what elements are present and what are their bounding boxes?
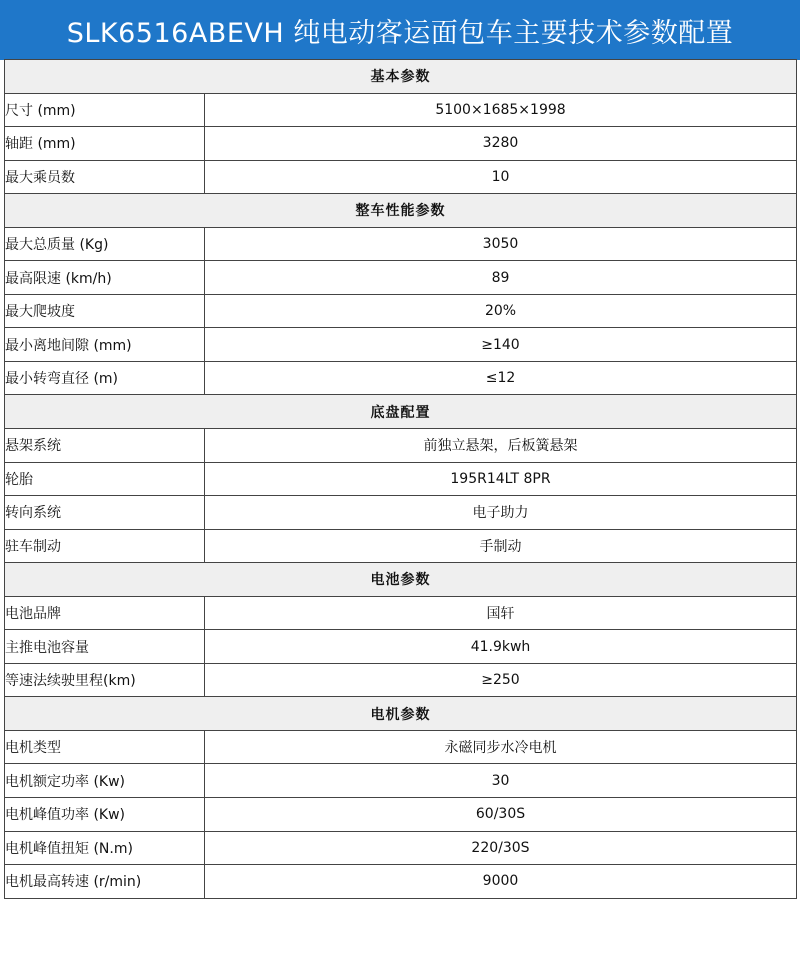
param-value: 永磁同步水冷电机 bbox=[205, 730, 797, 764]
param-label: 最小转弯直径 (m) bbox=[5, 361, 205, 395]
param-label: 尺寸 (mm) bbox=[5, 93, 205, 127]
param-label: 最高限速 (km/h) bbox=[5, 261, 205, 295]
param-label: 轴距 (mm) bbox=[5, 127, 205, 161]
table-row bbox=[5, 663, 797, 697]
param-label: 等速法续驶里程(km) bbox=[5, 663, 205, 697]
section-heading-motor: 电机参数 bbox=[5, 697, 797, 731]
section-header-row bbox=[5, 60, 797, 94]
param-label: 电机峰值扭矩 (N.m) bbox=[5, 831, 205, 865]
param-value: 国轩 bbox=[205, 596, 797, 630]
section-heading-performance: 整车性能参数 bbox=[5, 194, 797, 228]
param-value: 9000 bbox=[205, 865, 797, 899]
param-value: ≥250 bbox=[205, 663, 797, 697]
section-header-row bbox=[5, 563, 797, 597]
table-row bbox=[5, 160, 797, 194]
param-value: 220/30S bbox=[205, 831, 797, 865]
param-value: ≤12 bbox=[205, 361, 797, 395]
table-row bbox=[5, 361, 797, 395]
table-row bbox=[5, 496, 797, 530]
table-row bbox=[5, 730, 797, 764]
table-row bbox=[5, 462, 797, 496]
spec-table bbox=[4, 59, 797, 899]
param-label: 悬架系统 bbox=[5, 429, 205, 463]
param-label: 驻车制动 bbox=[5, 529, 205, 563]
param-label: 主推电池容量 bbox=[5, 630, 205, 664]
param-label: 最大爬坡度 bbox=[5, 294, 205, 328]
section-heading-battery: 电池参数 bbox=[5, 563, 797, 597]
param-value: ≥140 bbox=[205, 328, 797, 362]
section-header-row bbox=[5, 697, 797, 731]
param-value: 89 bbox=[205, 261, 797, 295]
param-value: 20% bbox=[205, 294, 797, 328]
section-heading-basic: 基本参数 bbox=[5, 60, 797, 94]
param-label: 电机最高转速 (r/min) bbox=[5, 865, 205, 899]
param-label: 轮胎 bbox=[5, 462, 205, 496]
param-value: 前独立悬架，后板簧悬架 bbox=[205, 429, 797, 463]
param-value: 5100×1685×1998 bbox=[205, 93, 797, 127]
param-value: 电子助力 bbox=[205, 496, 797, 530]
table-row bbox=[5, 529, 797, 563]
table-row bbox=[5, 630, 797, 664]
table-row bbox=[5, 831, 797, 865]
table-row bbox=[5, 127, 797, 161]
table-row bbox=[5, 227, 797, 261]
param-label: 电机峰值功率 (Kw) bbox=[5, 798, 205, 832]
param-value: 30 bbox=[205, 764, 797, 798]
table-row bbox=[5, 429, 797, 463]
section-header-row bbox=[5, 395, 797, 429]
param-label: 电机类型 bbox=[5, 730, 205, 764]
section-header-row bbox=[5, 194, 797, 228]
param-label: 电池品牌 bbox=[5, 596, 205, 630]
table-row bbox=[5, 596, 797, 630]
param-label: 转向系统 bbox=[5, 496, 205, 530]
param-value: 3280 bbox=[205, 127, 797, 161]
table-row bbox=[5, 798, 797, 832]
table-row bbox=[5, 328, 797, 362]
param-value: 3050 bbox=[205, 227, 797, 261]
param-label: 电机额定功率 (Kw) bbox=[5, 764, 205, 798]
table-row bbox=[5, 865, 797, 899]
param-value: 195R14LT 8PR bbox=[205, 462, 797, 496]
param-label: 最大乘员数 bbox=[5, 160, 205, 194]
table-row bbox=[5, 93, 797, 127]
param-label: 最大总质量 (Kg) bbox=[5, 227, 205, 261]
page-title: SLK6516ABEVH 纯电动客运面包车主要技术参数配置 bbox=[0, 0, 800, 60]
table-row bbox=[5, 261, 797, 295]
table-row bbox=[5, 294, 797, 328]
table-row bbox=[5, 764, 797, 798]
section-heading-chassis: 底盘配置 bbox=[5, 395, 797, 429]
param-value: 10 bbox=[205, 160, 797, 194]
param-label: 最小离地间隙 (mm) bbox=[5, 328, 205, 362]
param-value: 60/30S bbox=[205, 798, 797, 832]
param-value: 手制动 bbox=[205, 529, 797, 563]
param-value: 41.9kwh bbox=[205, 630, 797, 664]
